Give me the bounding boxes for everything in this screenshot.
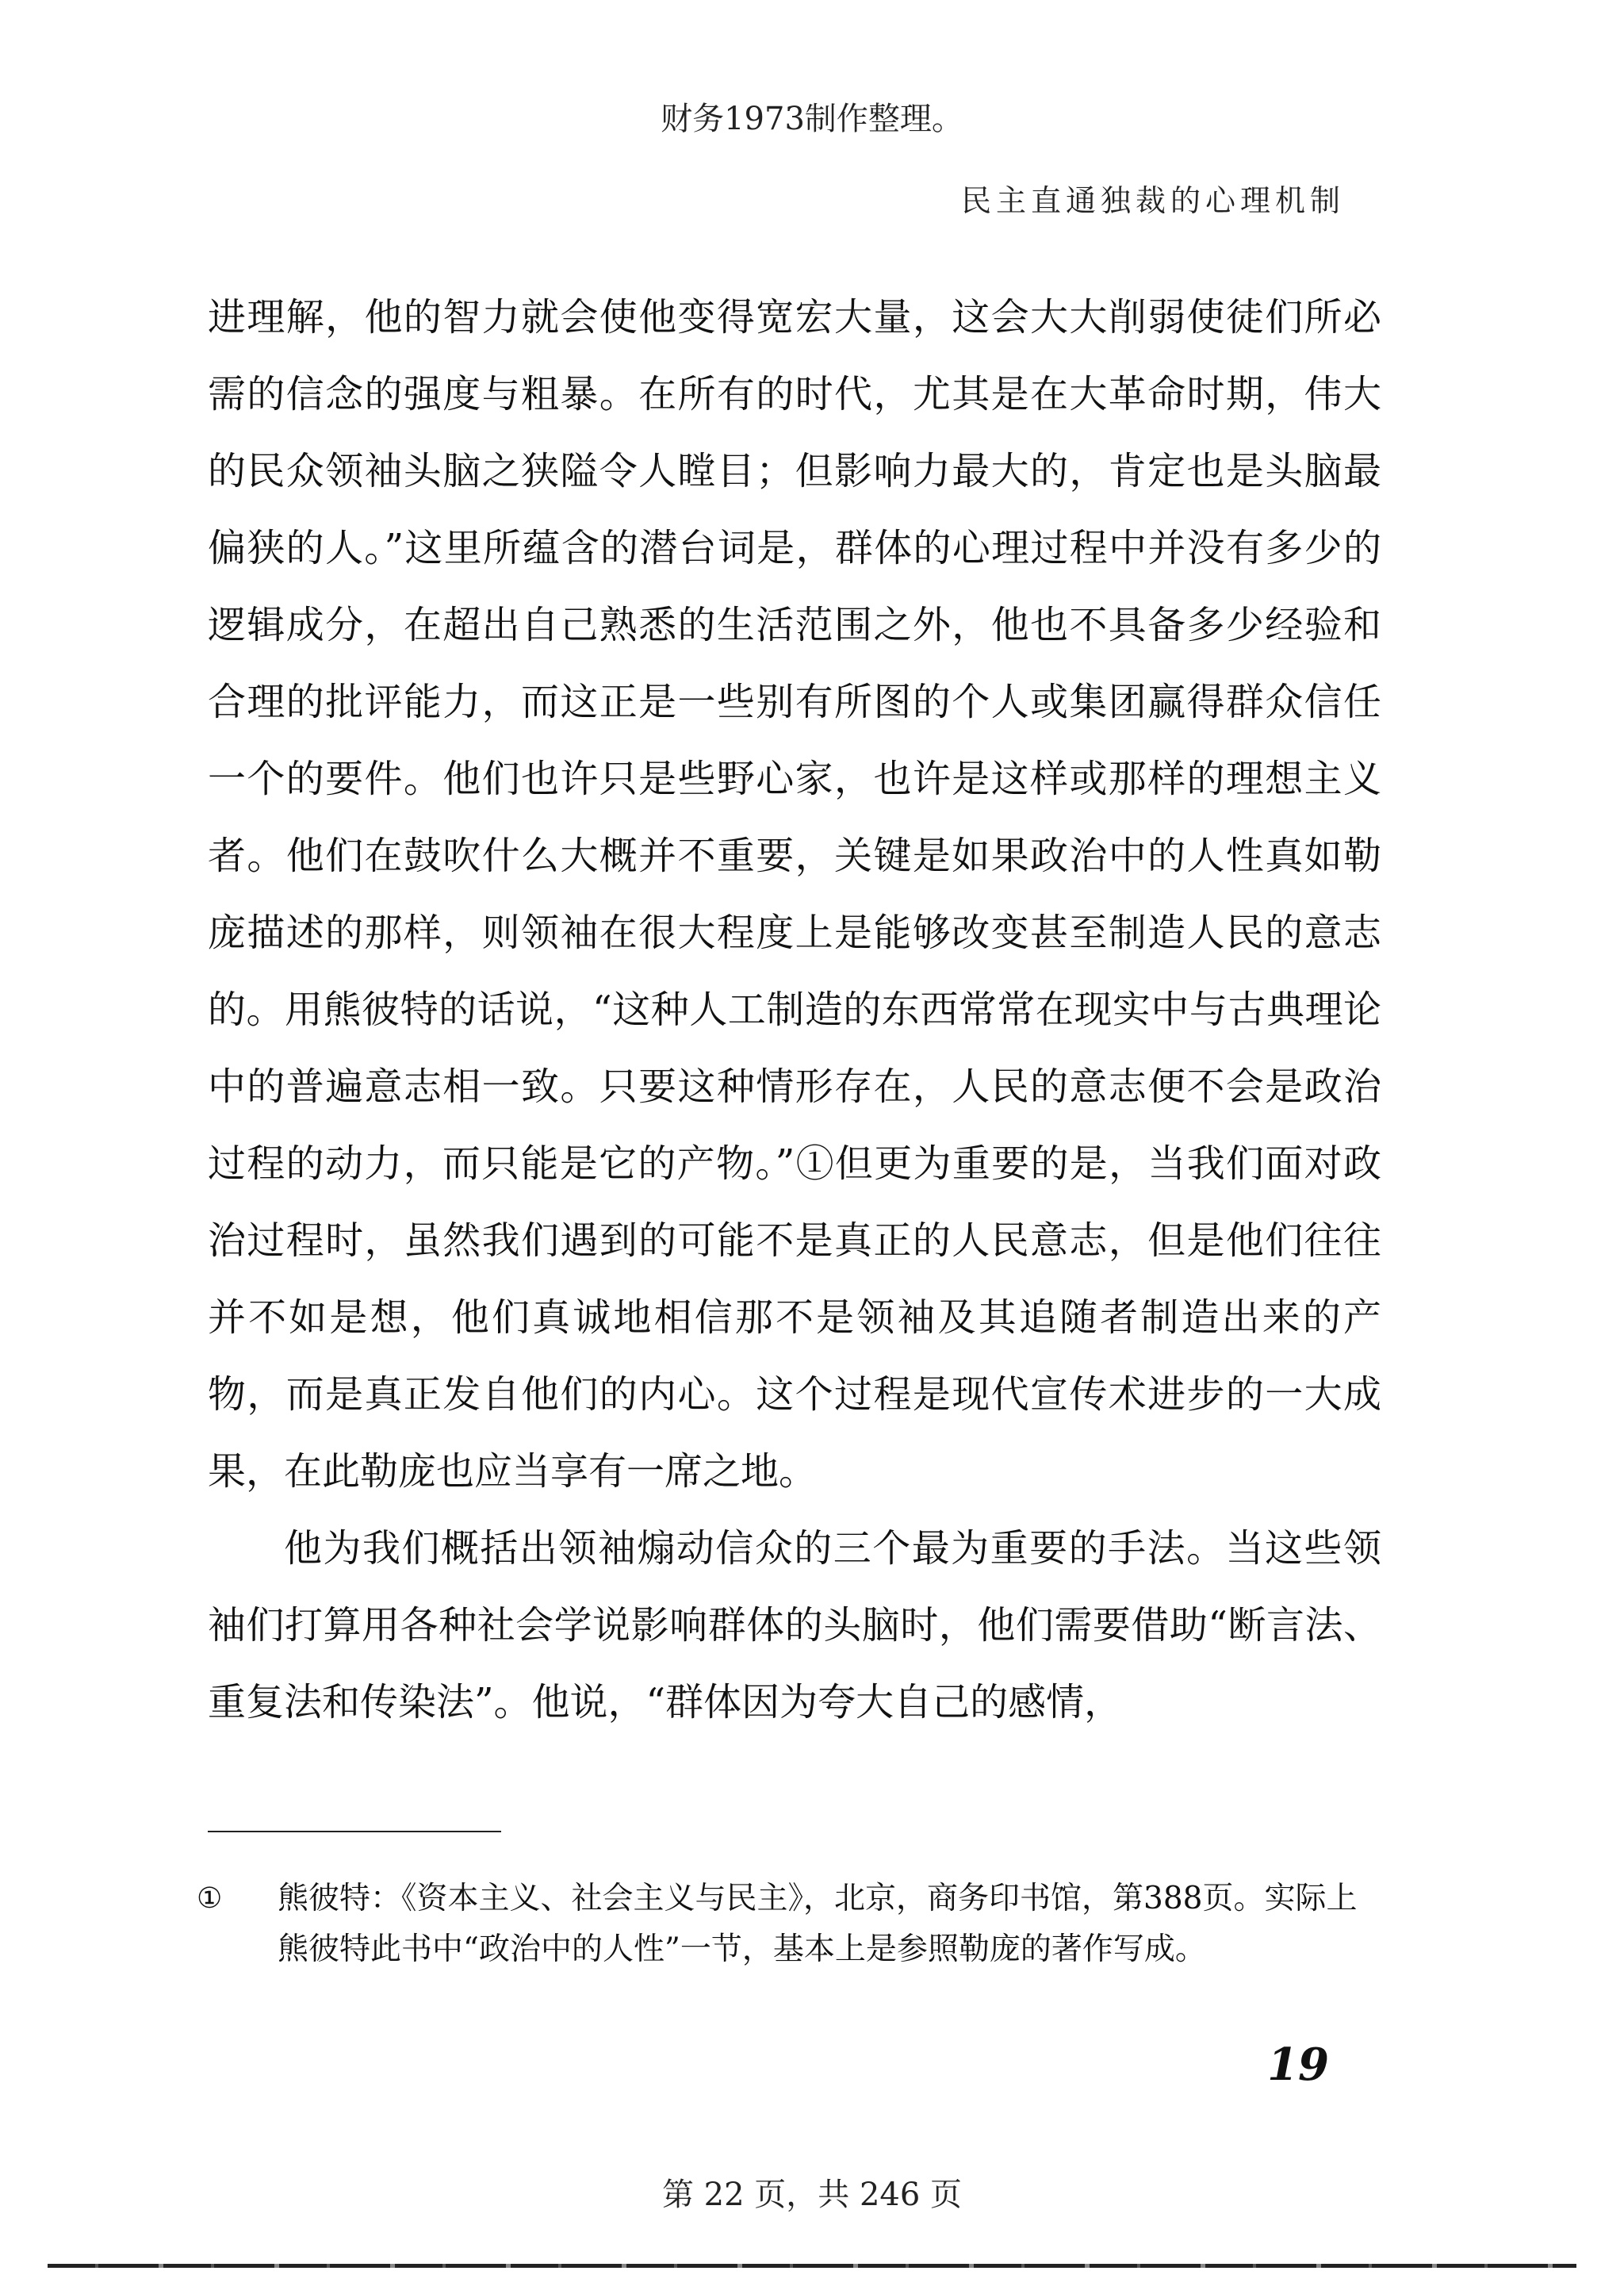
running-head: 民主直通独裁的心理机制 [960,183,1345,218]
watermark-text: 财务1973制作整理。 [661,101,963,137]
footnote-divider [208,1831,501,1832]
footnote-marker: ① [197,1882,223,1915]
paragraph: 进理解，他的智力就会使他变得宽宏大量，这会大大削弱使徒们所必需的信念的强度与粗暴。在所有的时代，尤其是在大革命时期，伟大的民众领袖头脑之狭隘令人瞠目；但影响力最大的，肯定也是头脑最偏狭的人。”这里所蕴含的潜台词是，群体的心理过程中并没有多少的逻辑成分，在超出自己熟悉的生活范围之外，他也不具备多少经验和合理的批评能力，而这正是一些别有所图的个人或集团赢得群众信任一个的要件。他们也许只是些野心家，也许是这样或那样的理想主义者。他们在鼓吹什么大概并不重要，关键是如果政治中的人性真如勒庞描述的那样，则领袖在很大程度上是能够改变甚至制造人民的意志的。用熊彼特的话说，“这种人工制造的东西常常在现实中与古典理论中的普遍意志相一致。只要这种情形存在，人民的意志便不会是政治过程的动力，而只能是它的产物。”①但更为重要的是，当我们面对政治过程时，虽然我们遇到的可能不是真正的人民意志，但是他们往往并不如是想，他们真诚地相信那不是领袖及其追随者制造出来的产物，而是真正发自他们的内心。这个过程是现代宣传术进步的一大成果，在此勒庞也应当享有一席之地。 [208,295,1381,1494]
paragraph: 他为我们概括出领袖煽动信众的三个最为重要的手法。当这些领袖们打算用各种社会学说影响群体的头脑时，他们需要借助“断言法、重复法和传染法”。他说，“群体因为夸大自己的感情， [208,1526,1381,1724]
body-text [208,279,1381,1741]
page-count: 第 22 页，共 246 页 [661,2177,963,2213]
footnote [197,1874,1380,1975]
page-number: 19 [1267,2039,1329,2091]
scan-edge-artifact [48,2264,1576,2268]
footnote-text: 熊彼特：《资本主义、社会主义与民主》，北京，商务印书馆，第388页。实际上熊彼特此书中“政治中的人性”一节，基本上是参照勒庞的著作写成。 [278,1881,1358,1967]
